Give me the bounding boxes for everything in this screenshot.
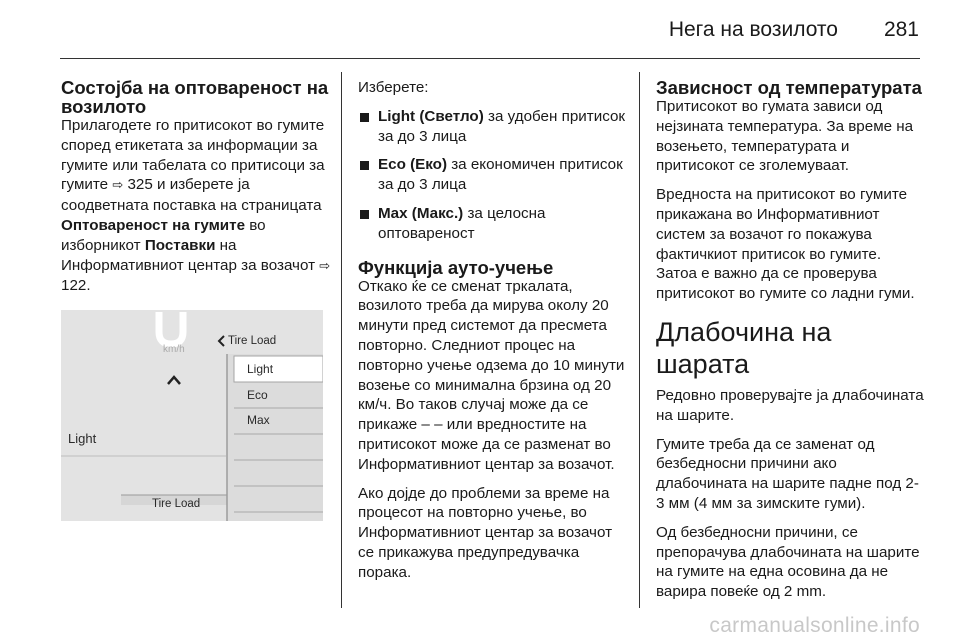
- menu-item-eco: Eco: [247, 388, 268, 402]
- autolearn-paragraph-1: Откако ќе се сменат тркалата, возилото треба да мирува околу 20 минути пред системот да пресмета повторно. Следниот процес на повторно учење одзема до 10 минути возење со минимална брзина од 20 км/ч. Во таков случај може да се прикаже – – или вредностите на притисокот може да се разменат во Информативниот центар за возачот.: [358, 277, 625, 473]
- arrow-ref-icon: ⇨: [112, 178, 124, 194]
- tread-paragraph-3: Од безбедносни причини, се препорачува длабочината на шарите на гумите на една осовина да не варира повеќе од 2 mm.: [656, 523, 920, 601]
- display-graphic: [61, 310, 323, 521]
- column-divider-1: [341, 72, 342, 608]
- section-heading-load: Состојба на оптовареност на возилото: [61, 77, 329, 117]
- column-1: [61, 78, 331, 305]
- menu-item-light: Light: [247, 362, 274, 376]
- page-title: Нега на возилото: [668, 18, 838, 41]
- section-heading-tread: Длабочина на шарата: [656, 316, 832, 379]
- option-light: Light (Светло) за удобен притисок за до 3 лица: [358, 107, 630, 147]
- column-2: [358, 78, 630, 592]
- column-divider-2: [639, 72, 640, 608]
- select-intro: Изберете:: [358, 79, 429, 96]
- back-label: Tire Load: [228, 335, 277, 347]
- page-number: 281: [883, 18, 919, 41]
- temperature-paragraph-2: Вредноста на притисокот во гумите прикажана во Информативниот систем за возачот го покажува фактичкиот притисок во гумите. Затоа е важно да се проверува притисокот во гумите со ладни гуми.: [656, 186, 915, 303]
- arrow-ref-icon: ⇨: [319, 258, 331, 274]
- autolearn-paragraph-2: Ако дојде до проблеми за време на процесот на повторно учење, во Информативниот центар за возачот се прикажува предупредувачка порака.: [358, 484, 613, 581]
- display-illustration: [61, 310, 323, 521]
- speed-unit: km/h: [163, 344, 185, 355]
- footer-label: Tire Load: [152, 498, 201, 510]
- watermark: carmanualsonline.info: [709, 614, 920, 637]
- column-3: [656, 78, 924, 611]
- page-header: [0, 0, 960, 60]
- menu-item-max: Max: [247, 413, 270, 427]
- option-eco: Eco (Еко) за економичен притисок за до 3 лица: [358, 155, 630, 195]
- section-heading-autolearn: Функција ауто-учење: [358, 256, 554, 278]
- section-heading-temperature: Зависност од температурата: [656, 77, 922, 98]
- selected-value: Light: [68, 431, 97, 446]
- tread-paragraph-1: Редовно проверувајте ја длабочината на шарите.: [656, 386, 924, 424]
- load-paragraph: Прилагодете го притисокот во гумите според етикетата за информации за гумите или табелата со притисоци за гумите ⇨ 325 и изберете ја соодветната поставка на страницата Оптовареност на гумите во изборникот Поставки на Информативниот центар за возачот ⇨ 122.: [61, 117, 331, 295]
- tread-paragraph-2: Гумите треба да се заменат од безбедносни причини ако длабочината на шарите падне под 2-3 мм (4 мм за зимските гуми).: [656, 435, 919, 512]
- temperature-paragraph-1: Притисокот во гумата зависи од нејзината температура. За време на возењето, температурата и притисокот се зголемуваат.: [656, 98, 914, 175]
- option-max: Max (Макс.) за целосна оптовареност: [358, 204, 630, 244]
- header-rule: [60, 58, 920, 59]
